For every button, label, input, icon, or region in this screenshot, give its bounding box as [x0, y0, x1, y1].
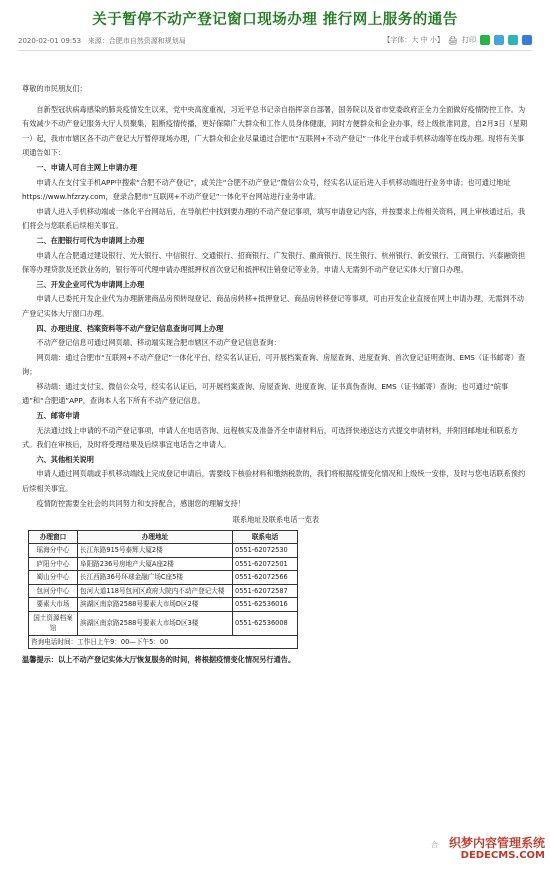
table-caption: 联系地址及联系电话一览表 [232, 515, 320, 525]
share-more-icon[interactable] [522, 35, 532, 45]
table-cell-window: 包河分中心 [29, 584, 78, 598]
section-heading: 一、申请人可自主网上申请办理 [36, 162, 138, 172]
section-paragraph: 网页端：通过合肥市“互联网+不动产登记”一体化平台，经实名认证后，可开展档案查询、房屋查询、进度查询、首次登记证明查询、EMS（证书邮寄）查询； [22, 352, 526, 377]
tip-notice: 温馨提示：以上不动产登记实体大厅恢复服务的时间，将根据疫情变化情况另行通告。 [22, 655, 296, 665]
meta-tools [383, 35, 532, 45]
section-paragraph: 申请人已委托开发企业代为办理新建商品房预转现登记、商品房转移+抵押登记、商品房转移登记等事项，可由开发企业直接在网上申请办理，无需到不动产登记实体大厅窗口办理。 [22, 294, 524, 318]
table-cell-phone: 0551-62536008 [233, 611, 298, 635]
print-link[interactable]: 打印 [462, 36, 476, 44]
table-footer: 咨询电话时间：工作日上午9：00—下午5：00 [29, 635, 298, 649]
table-cell-phone: 0551-62072587 [233, 584, 298, 598]
table-cell-address: 包河大道118号包河区政府大院内不动产登记大楼 [78, 584, 233, 598]
meta-info [18, 36, 186, 46]
table-header-cell: 办理窗口 [29, 530, 78, 544]
watermark-line1: 织梦内容管理系统 [448, 836, 545, 850]
table-row [29, 557, 298, 571]
intro-paragraph: 自新型冠状病毒感染的肺炎疫情发生以来，党中央高度重视，习近平总书记亲自指挥亲自部署，国务院以及省市党委政府正全力全面做好疫情防控工作。为有效减少不动产登记服务大厅人员聚集，阻断疫情传播，更好保障广大群众和工作人员身体健康，同时方便群众和企业办事，经上级批准同意，自2月3日（星期一）起，我市市辖区各不动产登记大厅暂停现场办理，广大群众和企业尽量通过合肥市“互联网+不动产登记”一体化平台或手机移动端等在线办理。现将有关事项通告如下： [22, 104, 528, 158]
section-heading: 六、其他相关说明 [36, 454, 94, 464]
font-size-selector[interactable]: 【字体：大 中 小】 [383, 36, 444, 44]
table-cell-phone: 0551-62072566 [233, 571, 298, 585]
table-row [29, 544, 298, 558]
table-cell-address: 滨湖区南京路2588号要素大市场D区3楼 [78, 611, 233, 635]
table-cell-address: 长江西路36号环球金融广场C座5楼 [78, 571, 233, 585]
section-paragraph: 无法通过线上申请的不动产登记事项，申请人在电话咨询、远程核实及准备齐全申请材料后，可选择快递送达方式提交申请材料，并附回邮地址和联系方式。我们在审核后，及时将受理结果及后续事宜电话告之申请人。 [22, 425, 518, 450]
table-header-cell: 联系电话 [233, 530, 298, 544]
section-paragraph: 申请人通过网页端或手机移动端线上完成登记申请后，需要线下核验材料和缴纳税款的，我们将根据疫情变化情况和上级统一安排，及时与您电话联系预约后续相关事宜。 [22, 469, 526, 494]
source-label: 来源：合肥市自然资源和规划局 [87, 37, 186, 45]
table-cell-window: 瑶海分中心 [29, 544, 78, 558]
table-cell-window: 蜀山分中心 [29, 571, 78, 585]
table-row [29, 598, 298, 612]
share-qzone-icon[interactable] [494, 35, 504, 45]
section-paragraph: 申请人在支付宝手机APP中搜索“合肥不动产登记”，或关注“合肥不动产登记”微信公众号，经实名认证后进入手机移动端进行业务申请；也可通过地址https://www.hfzrzy.com，登录合肥市“互联网+不动产登记”一体化平台网站进行业务申请。 [22, 177, 511, 202]
table-cell-phone: 0551-62072501 [233, 557, 298, 571]
table-row [29, 611, 298, 635]
share-wechat-icon[interactable] [480, 35, 490, 45]
table-cell-window: 国土资源档案馆 [29, 611, 78, 635]
page-title: 关于暂停不动产登记窗口现场办理 推行网上服务的通告 [92, 12, 458, 28]
publish-datetime: 2020-02-01 09:53 [18, 37, 82, 45]
table-footer-row [29, 635, 298, 649]
table-header-row [29, 530, 298, 544]
section-heading: 二、在肥银行可代为申请网上办理 [36, 235, 145, 245]
watermark-line2: DEDECMS.COM [460, 850, 545, 861]
share-weibo-icon[interactable] [508, 35, 518, 45]
table-header-cell: 办理地址 [78, 530, 233, 544]
section-paragraph: 申请人在合肥通过建设银行、光大银行、中信银行、交通银行、招商银行、广发银行、徽商银行、民生银行、杭州银行、新安银行、工商银行、兴泰融资担保等办理贷款及还款业务的，银行等可代理申请办理抵押权首次登记和抵押权注销登记等业务，申请人无需到不动产登记实体大厅窗口办理。 [22, 250, 526, 275]
contact-table [28, 530, 298, 650]
table-cell-address: 长江东路915号泰辉大厦2楼 [78, 544, 233, 558]
table-cell-window: 要素大市场 [29, 598, 78, 612]
signature-partial: 合 [431, 841, 438, 849]
watermark-logo [431, 834, 549, 868]
table-cell-phone: 0551-62072530 [233, 544, 298, 558]
section-heading: 三、开发企业可代为申请网上办理 [36, 279, 145, 289]
table-cell-phone: 0551-62536016 [233, 598, 298, 612]
article-body [22, 82, 530, 675]
table-cell-address: 阜阳路236号房地产大厦A座2楼 [78, 557, 233, 571]
table-cell-window: 庐阳分中心 [29, 557, 78, 571]
section-paragraph: 移动端：通过支付宝、微信公众号，经实名认证后，可开展档案查询、房屋查询、进度查询、证书真伪查询、EMS（证书邮寄）查询；也可通过“皖事通”和“合肥通”APP，查询本人名下所有不动产登记信息。 [22, 381, 509, 406]
article-meta-bar [18, 34, 532, 51]
section-heading: 四、办理进度、档案资料等不动产登记信息查询可网上办理 [36, 323, 224, 333]
section-paragraph: 不动产登记信息可通过网页端、移动端实现合肥市辖区不动产登记信息查询： [36, 338, 281, 348]
table-cell-address: 滨湖区南京路2588号要素大市场D区2楼 [78, 598, 233, 612]
section-paragraph: 申请人进入手机移动端或一体化平台网站后，在导航栏中找到要办理的不动产登记事项，填写申请登记内容，并按要求上传相关资料，网上审核通过后，我们将会与您联系后续相关事宜。 [22, 206, 526, 231]
table-row [29, 584, 298, 598]
section-paragraph: 疫情防控需要全社会的共同努力和支持配合，感谢您的理解支持！ [36, 498, 245, 508]
section-heading: 五、邮寄申请 [36, 411, 80, 421]
print-icon[interactable]: 🖨 [447, 35, 458, 45]
greeting: 尊敬的市民朋友们： [22, 84, 87, 93]
table-row [29, 571, 298, 585]
